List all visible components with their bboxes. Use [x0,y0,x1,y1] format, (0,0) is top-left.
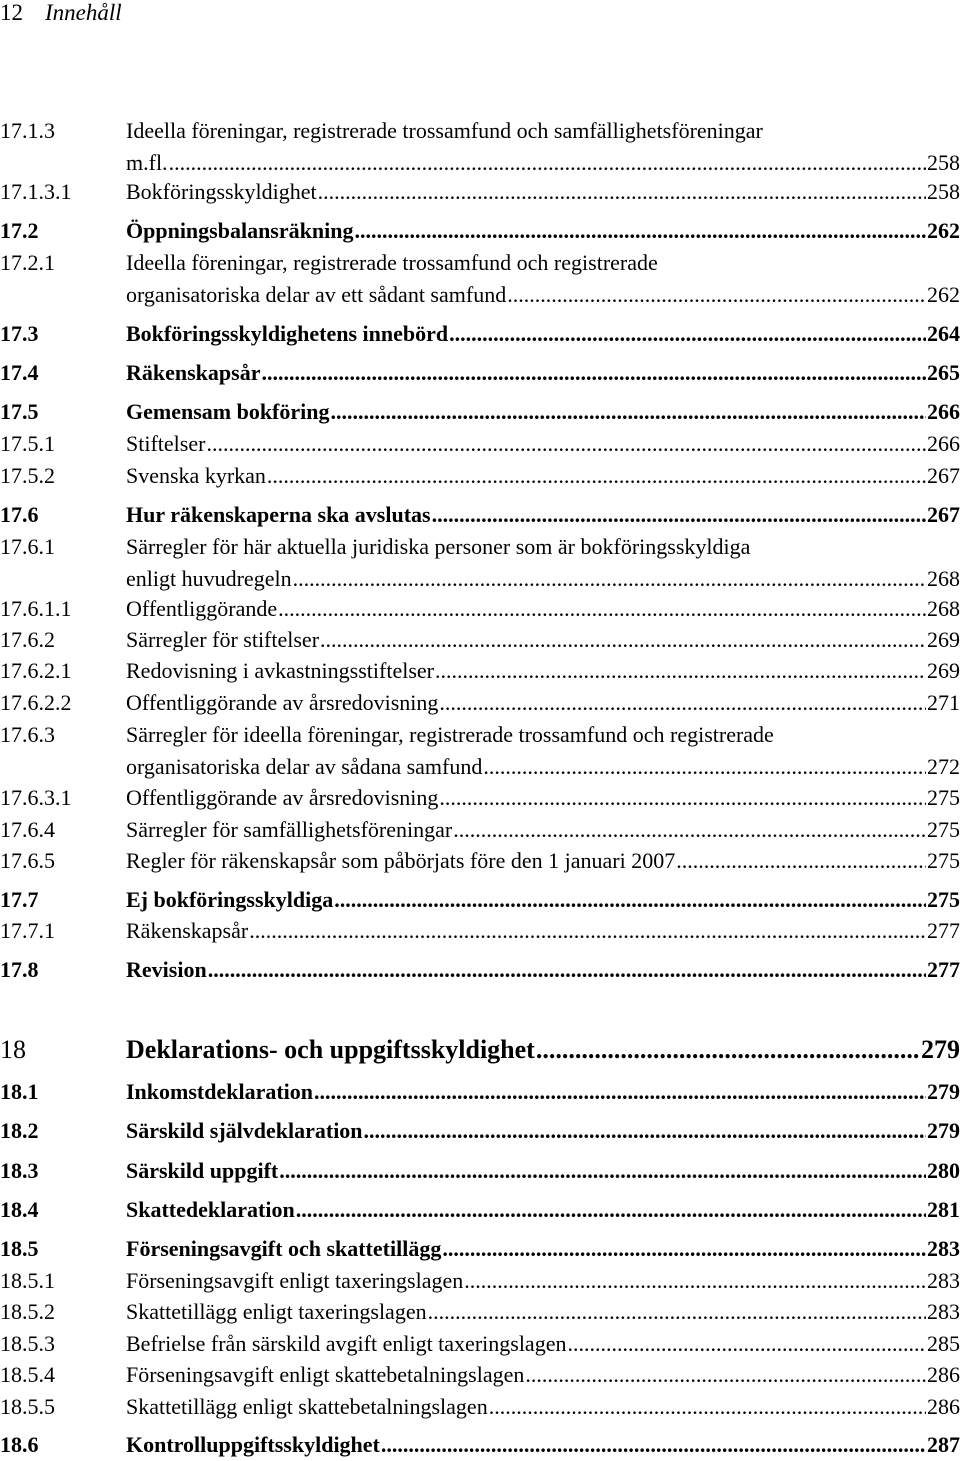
toc-entry-line [126,593,960,625]
dot-leader [525,1359,926,1391]
toc-entry-line [126,1328,960,1360]
toc-entry-page-number: 280 [927,1158,960,1183]
toc-entry-body [126,1194,960,1226]
toc-entry-body [126,531,960,595]
toc-entry-page-number: 258 [927,150,960,175]
toc-entry-line [126,357,960,389]
toc-entry-body [126,1115,960,1147]
toc-entry-body [126,1155,960,1187]
toc-entry-body [126,1033,960,1067]
toc-entry-body [126,814,960,846]
dot-leader [507,279,926,311]
toc-entry-line [126,318,960,350]
toc-entry-body [126,593,960,625]
toc-entry-number: 17.6.4 [0,817,55,842]
toc-entry-title: Särregler för stiftelser [126,627,320,652]
toc-entry-title: Förseningsavgift enligt skattebetalningslagen [126,1362,525,1387]
toc-entry-body [126,428,960,460]
toc-entry-title: Regler för räkenskapsår som påbörjats före den 1 januari 2007 [126,848,676,873]
dot-leader [483,751,926,783]
toc-entry-line [126,428,960,460]
toc-entry-page-number: 269 [927,627,960,652]
toc-entry-title: Redovisning i avkastningsstiftelser [126,658,434,683]
toc-entry-page-number: 275 [927,817,960,842]
toc-entry-title: Bokföringsskyldighetens innebörd [126,321,449,346]
toc-entry-page-number: 267 [927,502,960,527]
toc-entry-body [126,1359,960,1391]
page-number: 12 [0,0,23,25]
toc-entry-title: Svenska kyrkan [126,463,266,488]
toc-entry-line [126,1076,960,1108]
toc-entry-line [126,1265,960,1297]
toc-entry-page-number: 283 [927,1236,960,1261]
dot-leader [267,460,926,492]
toc-entry-title-first-line: Särregler för ideella föreningar, registrerade trossamfund och registrerade [126,722,774,747]
toc-entry-title: Skattedeklaration [126,1197,295,1222]
toc-entry-title: Gemensam bokföring [126,399,330,424]
dot-leader [449,318,926,350]
toc-entry-number: 18.5.5 [0,1394,55,1419]
toc-entry-line [126,814,960,846]
toc-entry-title-first-line: Särregler för här aktuella juridiska personer som är bokföringsskyldiga [126,534,751,559]
toc-entry-line [126,1359,960,1391]
dot-leader [676,845,926,877]
toc-entry-page-number: 272 [927,754,960,779]
toc-entry-title: Deklarations- och uppgiftsskyldighet [126,1035,535,1064]
toc-entry-body [126,115,960,179]
toc-entry-line [126,176,960,208]
toc-entry-number: 17.6 [0,502,39,527]
toc-entry-title: Hur räkenskaperna ska avslutas [126,502,431,527]
toc-entry-body [126,884,960,916]
toc-entry-number: 18.5.2 [0,1299,55,1324]
toc-entry-page-number: 271 [927,690,960,715]
toc-entry-page-number: 275 [927,887,960,912]
toc-entry-page-number: 286 [927,1362,960,1387]
toc-entry-line [126,655,960,687]
toc-entry-body [126,1328,960,1360]
dot-leader [428,1296,926,1328]
dot-leader [364,1115,926,1147]
toc-entry-page-number: 285 [927,1331,960,1356]
dot-leader [318,176,926,208]
toc-entry-title: Kontrolluppgiftsskyldighet [126,1432,380,1457]
toc-entry-line [126,1115,960,1147]
toc-entry-line [126,884,960,916]
toc-entry-body [126,357,960,389]
dot-leader [442,1233,926,1265]
toc-entry-number: 18.3 [0,1158,39,1183]
toc-entry-body [126,1391,960,1423]
toc-entry-title: Skattetillägg enligt skattebetalningslagen [126,1394,488,1419]
toc-entry-number: 17.6.1 [0,534,55,559]
toc-entry-number: 18.2 [0,1118,39,1143]
toc-entry-number: 17.8 [0,957,39,982]
toc-entry-number: 17.4 [0,360,39,385]
toc-entry-number: 17.2 [0,218,39,243]
dot-leader [464,1265,926,1297]
toc-entry-number: 17.5.2 [0,463,55,488]
toc-entry-page-number: 258 [927,179,960,204]
toc-entry-title: organisatoriska delar av ett sådant samfund [126,282,507,307]
toc-entry-number: 17.7.1 [0,918,55,943]
toc-entry-body [126,1076,960,1108]
toc-entry-page-number: 279 [927,1118,960,1143]
toc-entry-body [126,719,960,783]
toc-entry-line [126,1391,960,1423]
toc-entry-page-number: 265 [927,360,960,385]
dot-leader [261,357,926,389]
dot-leader [314,1076,926,1108]
toc-entry-body [126,1429,960,1461]
toc-entry-number: 17.5.1 [0,431,55,456]
toc-entry-number: 18.1 [0,1079,39,1104]
toc-entry-page-number: 277 [927,918,960,943]
dot-leader [320,624,926,656]
toc-entry-title: organisatoriska delar av sådana samfund [126,754,483,779]
toc-entry-number: 17.6.3.1 [0,785,72,810]
toc-entry-number: 18.6 [0,1432,39,1457]
toc-entry-number: 17.1.3 [0,118,55,143]
dot-leader [354,215,926,247]
toc-entry-body [126,624,960,656]
toc-entry-line [126,147,960,179]
toc-entry-title: Öppningsbalansräkning [126,218,354,243]
toc-entry-line [126,1233,960,1265]
dot-leader [489,1391,926,1423]
dot-leader [453,814,926,846]
toc-entry-page-number: 268 [927,566,960,591]
toc-entry-title: Offentliggörande [126,596,278,621]
toc-entry-line [126,1296,960,1328]
toc-entry-page-number: 279 [921,1035,960,1064]
header-title: Innehåll [45,0,122,25]
dot-leader [296,1194,926,1226]
toc-entry-page-number: 277 [927,957,960,982]
toc-entry-number: 17.6.2.1 [0,658,72,683]
toc-entry-line [126,215,960,247]
toc-entry-title: Räkenskapsår [126,360,261,385]
toc-entry-page-number: 268 [927,596,960,621]
toc-entry-body [126,915,960,947]
toc-entry-number: 17.6.2.2 [0,690,72,715]
toc-entry-title: Ej bokföringsskyldiga [126,887,334,912]
toc-entry-page-number: 262 [927,282,960,307]
dot-leader [278,593,926,625]
dot-leader [279,1155,926,1187]
toc-entry-body [126,954,960,986]
toc-entry-body [126,176,960,208]
toc-entry-title: Revision [126,957,207,982]
toc-entry-body [126,460,960,492]
toc-entry-number: 17.6.3 [0,722,55,747]
toc-entry-page-number: 286 [927,1394,960,1419]
toc-entry-page-number: 287 [927,1432,960,1457]
dot-leader [567,1328,926,1360]
dot-leader [206,428,926,460]
toc-entry-page-number: 266 [927,431,960,456]
toc-entry-body [126,782,960,814]
toc-entry-page-number: 283 [927,1299,960,1324]
toc-entry-number: 18.5.1 [0,1268,55,1293]
toc-entry-body [126,1265,960,1297]
toc-entry-title: Inkomstdeklaration [126,1079,314,1104]
toc-entry-page-number: 279 [927,1079,960,1104]
toc-entry-body [126,845,960,877]
toc-entry-number: 17.3 [0,321,39,346]
toc-entry-number: 17.2.1 [0,250,55,275]
dot-leader [381,1429,926,1461]
dot-leader [435,655,926,687]
toc-entry-title: Förseningsavgift och skattetillägg [126,1236,442,1261]
toc-entry-body [126,687,960,719]
toc-entry-body [126,1296,960,1328]
toc-entry-page-number: 264 [927,321,960,346]
toc-entry-page-number: 275 [927,785,960,810]
toc-entry-line [126,845,960,877]
toc-entry-number: 18.5 [0,1236,39,1261]
toc-entry-title: Skattetillägg enligt taxeringslagen [126,1299,427,1324]
toc-entry-body [126,396,960,428]
toc-entry-title: Särregler för samfällighetsföreningar [126,817,453,842]
toc-entry-line [126,563,960,595]
toc-entry-line [126,915,960,947]
toc-entry-number: 18 [0,1035,26,1064]
toc-entry-page-number: 267 [927,463,960,488]
toc-entry-title: Bokföringsskyldighet [126,179,317,204]
toc-entry-title-first-line: Ideella föreningar, registrerade trossamfund och registrerade [126,250,658,275]
toc-entry-line [126,954,960,986]
toc-entry-title: Särskild uppgift [126,1158,279,1183]
toc-entry-line [126,624,960,656]
toc-entry-page-number: 262 [927,218,960,243]
toc-entry-line [126,279,960,311]
dot-leader [536,1033,920,1067]
toc-entry-number: 17.1.3.1 [0,179,72,204]
toc-entry-line [126,460,960,492]
toc-entry-number: 17.6.5 [0,848,55,873]
toc-entry-line [126,1033,960,1067]
toc-entry-number: 18.5.3 [0,1331,55,1356]
toc-entry-title: Stiftelser [126,431,206,456]
dot-leader [208,954,926,986]
toc-entry-body [126,499,960,531]
toc-entry-number: 17.5 [0,399,39,424]
dot-leader [334,884,926,916]
dot-leader [331,396,927,428]
toc-entry-number: 18.5.4 [0,1362,55,1387]
toc-entry-title: Förseningsavgift enligt taxeringslagen [126,1268,464,1293]
toc-entry-line [126,751,960,783]
toc-entry-page-number: 266 [927,399,960,424]
toc-entry-title: m.fl. [126,150,168,175]
toc-entry-number: 17.6.1.1 [0,596,72,621]
toc-entry-number: 18.4 [0,1197,39,1222]
toc-entry-body [126,215,960,247]
toc-entry-title: Räkenskapsår [126,918,249,943]
dot-leader [249,915,926,947]
toc-entry-line [126,1194,960,1226]
toc-entry-body [126,1233,960,1265]
toc-entry-line [126,396,960,428]
toc-entry-number: 17.6.2 [0,627,55,652]
toc-entry-page-number: 283 [927,1268,960,1293]
toc-entry-line [126,782,960,814]
toc-entry-title: Särskild självdeklaration [126,1118,363,1143]
toc-entry-page-number: 281 [927,1197,960,1222]
toc-entry-title: Befrielse från särskild avgift enligt taxeringslagen [126,1331,567,1356]
toc-entry-number: 17.7 [0,887,39,912]
toc-entry-line [126,687,960,719]
toc-entry-body [126,318,960,350]
toc-entry-line [126,1429,960,1461]
toc-entry-title: Offentliggörande av årsredovisning [126,690,439,715]
dot-leader [432,499,926,531]
toc-entry-title-first-line: Ideella föreningar, registrerade trossamfund och samfällighetsföreningar [126,118,763,143]
dot-leader [169,147,926,179]
dot-leader [293,563,926,595]
toc-entry-title: Offentliggörande av årsredovisning [126,785,439,810]
toc-entry-page-number: 275 [927,848,960,873]
toc-entry-body [126,247,960,311]
toc-entry-line [126,1155,960,1187]
dot-leader [439,782,926,814]
toc-entry-title: enligt huvudregeln [126,566,292,591]
toc-entry-body [126,655,960,687]
dot-leader [439,687,926,719]
toc-entry-page-number: 269 [927,658,960,683]
toc-entry-line [126,499,960,531]
